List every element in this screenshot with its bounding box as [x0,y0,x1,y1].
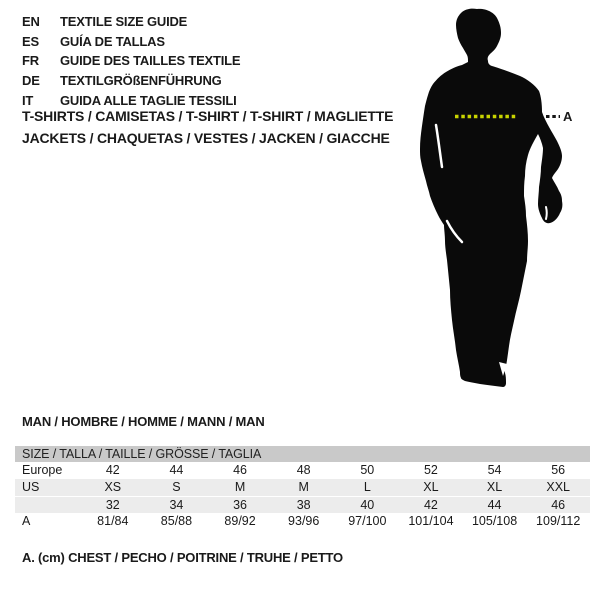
table-cell: 42 [105,463,120,477]
language-label: GUIDA ALLE TAGLIE TESSILI [60,92,237,108]
table-cell: 50 [360,463,375,477]
table-row-us [15,479,590,496]
table-cell: M [298,480,309,494]
table-cell: 89/92 [224,514,256,528]
language-label: GUIDE DES TAILLES TEXTILE [60,53,241,69]
table-row-chest [15,513,590,530]
language-code: IT [22,92,34,108]
section-title-man: MAN / HOMBRE / HOMME / MANN / MAN [22,414,265,429]
row-label: A [22,514,31,528]
language-code: FR [22,53,39,69]
language-row [22,71,240,91]
man-silhouette-svg [415,5,575,395]
table-row-europe [15,462,590,479]
language-label: TEXTILGRÖßENFÜHRUNG [60,73,222,89]
table-cell: 44 [169,463,184,477]
table-cell: 85/88 [160,514,193,528]
table-cell: XL [423,480,439,494]
table-cell: 56 [551,463,566,477]
product-line-jackets: JACKETS / CHAQUETAS / VESTES / JACKEN / GIACCHE [22,130,390,147]
language-row [22,32,240,52]
table-cell: 42 [423,498,438,512]
language-code: ES [22,33,39,49]
man-silhouette-figure [415,5,595,397]
table-cell: 48 [296,463,311,477]
man-silhouette-shape [420,9,562,387]
language-code: DE [22,73,40,89]
table-cell: 38 [296,498,311,512]
table-cell: 54 [487,463,502,477]
language-label: TEXTILE SIZE GUIDE [60,14,188,29]
size-table-header: SIZE / TALLA / TAILLE / GRÖSSE / TAGLIA [15,446,590,462]
table-cell: 34 [169,498,184,512]
table-cell: 97/100 [348,514,387,528]
language-code: EN [22,14,40,29]
size-table [15,446,590,530]
measurement-footnote: A. (cm) CHEST / PECHO / POITRINE / TRUHE / PETTO [22,550,343,565]
row-label: US [22,480,40,494]
language-row [22,51,240,71]
table-cell: 81/84 [97,514,129,528]
language-list [22,12,240,110]
row-label: Europe [22,463,63,477]
row-label [15,497,81,513]
language-label: GUÍA DE TALLAS [60,33,165,49]
table-row-us-numeric [15,496,590,513]
measure-label-a: A [563,109,573,124]
table-cell: 32 [105,498,120,512]
table-cell: 52 [423,463,438,477]
table-cell: 93/96 [288,514,320,528]
table-cell: XXL [546,480,570,494]
product-line-tshirts: T-SHIRTS / CAMISETAS / T-SHIRT / T-SHIRT / MAGLIETTE [22,108,394,124]
language-row [22,12,240,32]
table-cell: M [234,480,246,494]
table-cell: 36 [233,498,248,512]
table-cell: 109/112 [536,514,581,528]
table-cell: 101/104 [408,514,454,528]
table-cell: XL [486,480,503,494]
table-cell: 46 [551,498,566,512]
table-cell: 44 [487,498,502,512]
product-categories [22,105,393,149]
table-cell: L [363,480,371,494]
table-cell: 46 [233,463,248,477]
table-cell: S [172,480,181,494]
table-cell: XS [104,480,122,494]
table-cell: 40 [360,498,375,512]
table-cell: 105/108 [471,514,518,528]
thumb-detail [546,207,547,219]
